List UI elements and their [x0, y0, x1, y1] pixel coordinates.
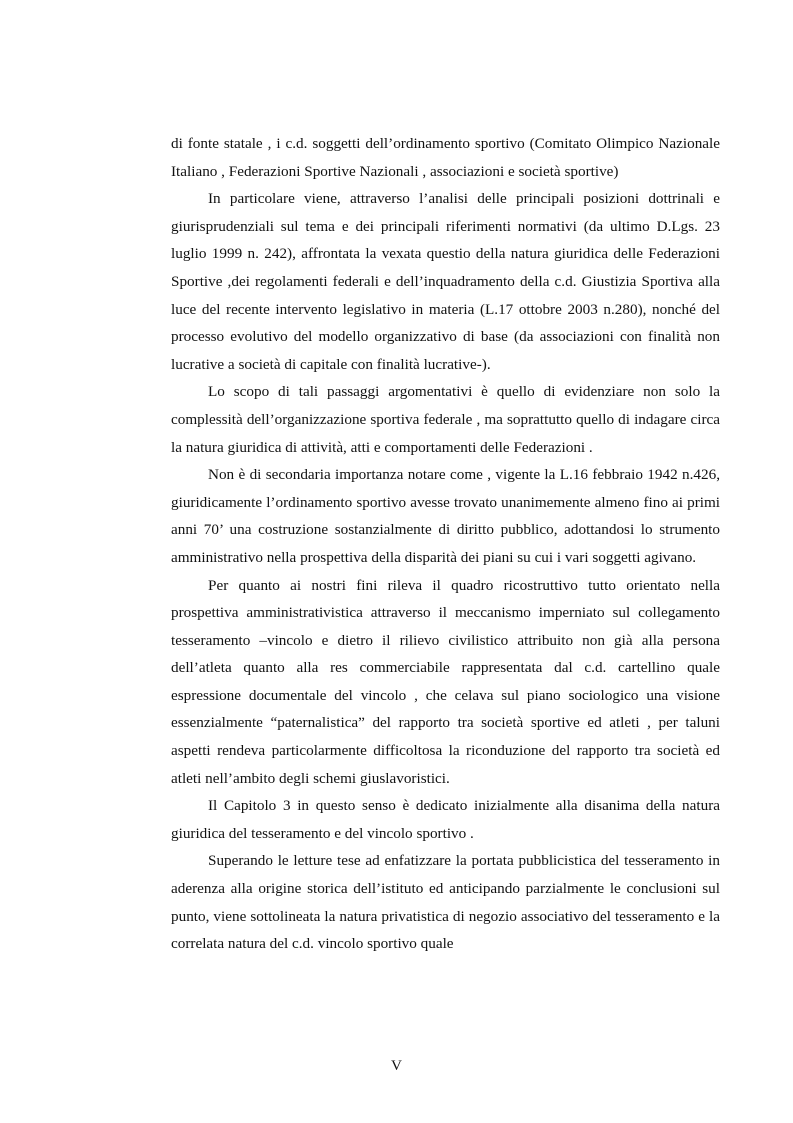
- paragraph: Per quanto ai nostri fini rileva il quadro ricostruttivo tutto orientato nella prospettiva amministrativistica attraverso il meccanismo imperniato sul collegamento tesseramento –vincolo e dietro il rilievo civilistico attribuito non già alla persona dell’atleta quanto alla res commerciabile rappresentata dal c.d. cartellino quale espressione documentale del vincolo , che celava sul piano sociologico una visione essenzialmente “paternalistica” del rapporto tra società sportive ed atleti , per taluni aspetti rendeva particolarmente difficoltosa la riconduzione del rapporto tra società ed atleti nell’ambito degli schemi giuslavoristici.: [171, 576, 720, 787]
- paragraph: Non è di secondaria importanza notare come , vigente la L.16 febbraio 1942 n.426, giuridicamente l’ordinamento sportivo avesse trovato unanimemente almeno fino ai primi anni 70’ una costruzione sostanzialmente di diritto pubblico, adottandosi lo strumento amministrativo nella prospettiva della disparità dei piani su cui i vari soggetti agivano.: [171, 466, 720, 566]
- paragraph-continuation: di fonte statale , i c.d. soggetti dell’ordinamento sportivo (Comitato Olimpico Nazionale Italiano , Federazioni Sportive Nazionali , associazioni e società sportive): [171, 135, 720, 180]
- body-text: [171, 130, 720, 958]
- paragraph: Il Capitolo 3 in questo senso è dedicato inizialmente alla disanima della natura giuridica del tesseramento e del vincolo sportivo .: [171, 797, 720, 842]
- page-number: V: [391, 1057, 402, 1074]
- paragraph: Lo scopo di tali passaggi argomentativi è quello di evidenziare non solo la complessità dell’organizzazione sportiva federale , ma soprattutto quello di indagare circa la natura giuridica di attività, atti e comportamenti delle Federazioni .: [171, 383, 720, 456]
- paragraph: Superando le letture tese ad enfatizzare la portata pubblicistica del tesseramento in aderenza alla origine storica dell’istituto ed anticipando parzialmente le conclusioni sul punto, viene sottolineata la natura privatistica di negozio associativo del tesseramento e la correlata natura del c.d. vincolo sportivo quale: [171, 852, 720, 953]
- paragraph: In particolare viene, attraverso l’analisi delle principali posizioni dottrinali e giurisprudenziali sul tema e dei principali riferimenti normativi (da ultimo D.Lgs. 23 luglio 1999 n. 242), affrontata la vexata questio della natura giuridica delle Federazioni Sportive ,dei regolamenti federali e dell’inquadramento della c.d. Giustizia Sportiva alla luce del recente intervento legislativo in materia (L.17 ottobre 2003 n.280), nonché del processo evolutivo del modello organizzativo di base (da associazioni con finalità non lucrative a società di capitale con finalità lucrative-).: [171, 190, 720, 373]
